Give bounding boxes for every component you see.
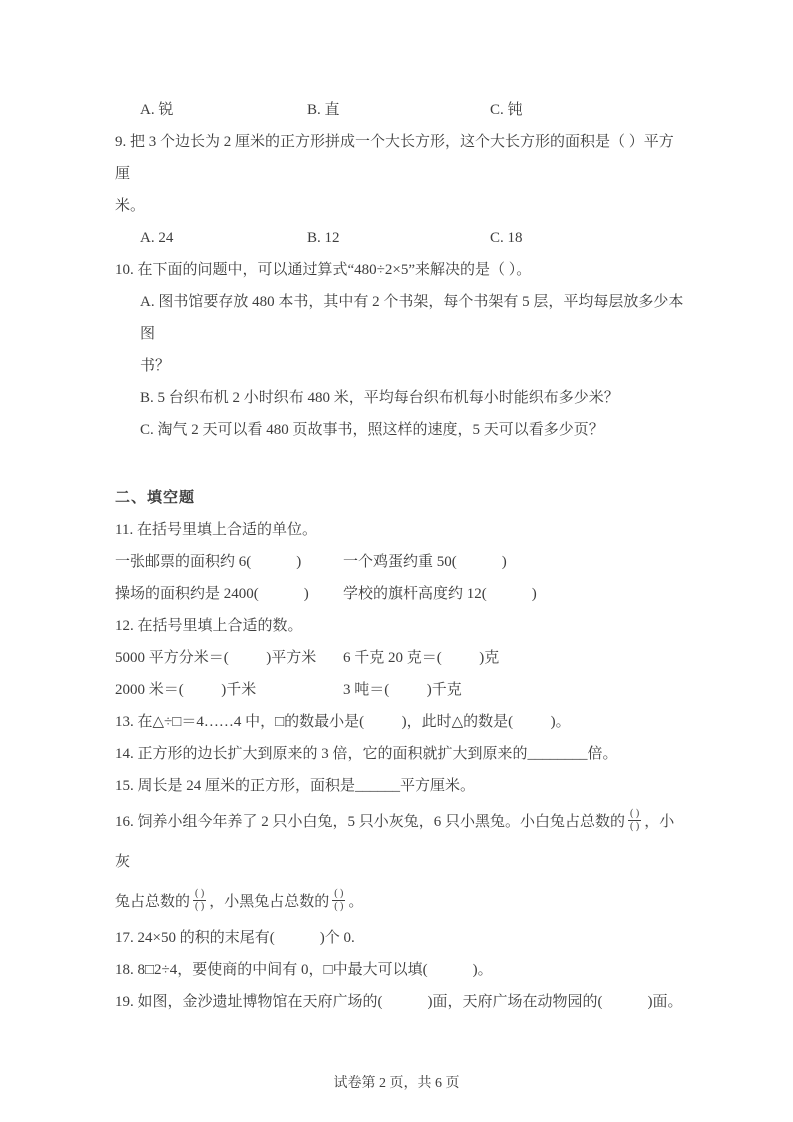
option-item: B. 直 bbox=[307, 102, 340, 118]
q11-row-1 bbox=[115, 546, 685, 578]
page-footer: 试卷第 2 页，共 6 页 bbox=[333, 1076, 460, 1091]
q14: 14. 正方形的边长扩大到原来的 3 倍，它的面积就扩大到原来的________倍。 bbox=[115, 746, 618, 762]
q9-line-1: 9. 把 3 个边长为 2 厘米的正方形拼成一个大长方形，这个大长方形的面积是（ ）平方厘 bbox=[115, 134, 674, 182]
option-item: B. 12 bbox=[307, 230, 340, 246]
fraction-blank bbox=[628, 808, 641, 833]
fill-blank-item: 2000 米＝( )千米 bbox=[115, 682, 257, 698]
q12-stem: 12. 在括号里填上合适的数。 bbox=[115, 618, 303, 634]
q10-option-a-line-1: A. 图书馆要存放 480 本书，其中有 2 个书架，每个书架有 5 层，平均每层放多少本图 bbox=[140, 294, 684, 342]
fill-blank-item: 5000 平方分米＝( )平方米 bbox=[115, 650, 317, 666]
fraction-denominator: ( ) bbox=[630, 821, 640, 833]
section-2-header: 二、填空题 bbox=[115, 490, 196, 506]
q10-option-a-line-2: 书？ bbox=[140, 358, 171, 374]
q9-options bbox=[115, 222, 685, 254]
text-segment: ，小黑兔占总数的 bbox=[209, 894, 330, 910]
text-segment: 16. 饲养小组今年养了 2 只小白兔，5 只小灰兔，6 只小黑兔。小白兔占总数的 bbox=[115, 814, 626, 830]
q15: 15. 周长是 24 厘米的正方形，面积是______平方厘米。 bbox=[115, 778, 476, 794]
fill-blank-item: 一张邮票的面积约 6( ) bbox=[115, 554, 302, 570]
option-item: C. 钝 bbox=[490, 102, 523, 118]
q13: 13. 在△÷□＝4……4 中，□的数最小是( )，此时△的数是( )。 bbox=[115, 714, 571, 730]
option-item: A. 24 bbox=[140, 230, 174, 246]
fill-blank-item: 3 吨＝( )千克 bbox=[343, 682, 462, 698]
q17: 17. 24×50 的积的末尾有( )个 0. bbox=[115, 930, 355, 946]
q10-option-c: C. 淘气 2 天可以看 480 页故事书，照这样的速度，5 天可以看多少页？ bbox=[140, 422, 604, 438]
q8-options bbox=[115, 94, 685, 126]
q12-row-2 bbox=[115, 674, 685, 706]
q16-line-2 bbox=[115, 882, 685, 922]
text-segment: 。 bbox=[348, 894, 364, 910]
text-segment: 兔占总数的 bbox=[115, 894, 191, 910]
fraction-blank bbox=[193, 888, 206, 913]
fill-blank-item: 6 千克 20 克＝( )克 bbox=[343, 650, 500, 666]
q10-option-b: B. 5 台织布机 2 小时织布 480 米，平均每台织布机每小时能织布多少米？ bbox=[140, 390, 619, 406]
fill-blank-item: 操场的面积约是 2400( ) bbox=[115, 586, 309, 602]
option-item: A. 锐 bbox=[140, 102, 174, 118]
fraction-numerator: ( ) bbox=[195, 888, 205, 900]
q18: 18. 8□2÷4，要使商的中间有 0，□中最大可以填( )。 bbox=[115, 962, 493, 978]
fill-blank-item: 学校的旗杆高度约 12( ) bbox=[343, 586, 537, 602]
fraction-blank bbox=[332, 888, 345, 913]
q9-line-2: 米。 bbox=[115, 198, 146, 214]
q11-stem: 11. 在括号里填上合适的单位。 bbox=[115, 522, 317, 538]
fraction-numerator: ( ) bbox=[334, 888, 344, 900]
fraction-denominator: ( ) bbox=[195, 901, 205, 913]
text-segment: ，小灰 bbox=[115, 814, 675, 870]
exam-content bbox=[115, 94, 685, 1018]
q12-row-1 bbox=[115, 642, 685, 674]
fraction-numerator: ( ) bbox=[630, 808, 640, 820]
q16-line-1 bbox=[115, 802, 685, 882]
option-item: C. 18 bbox=[490, 230, 523, 246]
q11-row-2 bbox=[115, 578, 685, 610]
fill-blank-item: 一个鸡蛋约重 50( ) bbox=[343, 554, 507, 570]
fraction-denominator: ( ) bbox=[334, 901, 344, 913]
q10-stem: 10. 在下面的问题中，可以通过算式“480÷2×5”来解决的是（ ）。 bbox=[115, 262, 532, 278]
q19: 19. 如图，金沙遗址博物馆在天府广场的( )面，天府广场在动物园的( )面。 bbox=[115, 994, 683, 1010]
